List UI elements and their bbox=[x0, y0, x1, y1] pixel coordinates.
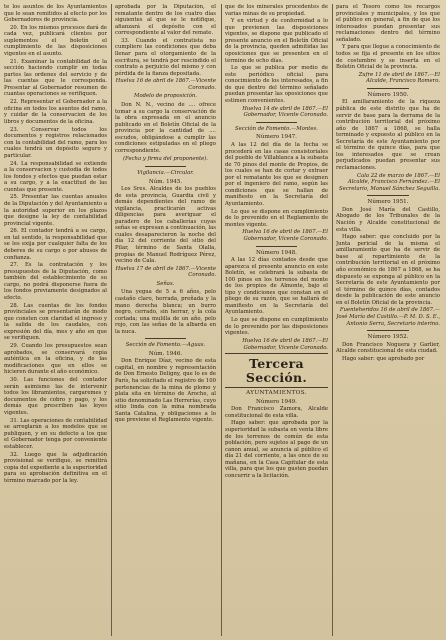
paragraph: Lo que se publica por medio de este periódico oficial para conocimiento de los interesados, a fin de que dentro del término señalado puedan presentar las oposiciones que estimen convenientes. bbox=[225, 65, 328, 105]
paragraph: 23. Conservar todos los documentos y registros relacionados con la contabilidad del ramo, para los cuales tendrá un depósito seguro y particular. bbox=[4, 126, 107, 159]
paragraph: 25. Presentar las cuentas anuales de la Diputación y del Ayuntamiento a la autoridad superior en los plazos que designe la ley de contabilidad provincial vigente. bbox=[4, 194, 107, 227]
signature-line: Huelva 17 de abril de 1867.—Vicente Coronado. bbox=[115, 265, 216, 279]
signature-line: Zufre 11 de abril de 1867.—El Alcalde, Francisco Romero. bbox=[358, 71, 440, 85]
paragraph: 20. En los mismos procesos dará de cada vez, publicará clientes por suplementos el boletín el cumplimiento de las disposiciones vigentes en el asunto. bbox=[4, 24, 107, 58]
paragraph: 30. Las funciones del contador serán asimismo las de intervenir todos los libramientos, cargaremes y documentos de cobro y pago, y los demás que prescriben las leyes vigentes. bbox=[4, 377, 107, 416]
section-title: Tercera Sección. bbox=[245, 356, 308, 386]
divider bbox=[225, 387, 328, 388]
paragraph: Hago saber: que aprobado por bbox=[342, 355, 425, 362]
paragraph: Una yegua de 5 a 6 años, pelo castaño claro, herrada, preñada y la mano derecha blanca; un burro negro, cerrado, sin herrar, y la cola cortada; una mulilla de un año, pelo rojo, con las señas de la albarda en la nuca. bbox=[115, 289, 216, 335]
section-subtitle: Modelo de proposición. bbox=[134, 93, 197, 100]
signature-line: Huelva 16 de abril de 1867.—El Gobernador, Vicente Coronado. bbox=[242, 229, 328, 242]
paragraph: Don José María del Castillo, Abogado de los Tribunales de la Nación y Alcalde constitucional de esta villa. bbox=[336, 206, 440, 233]
paragraph: 32. Luego que la adjudicación provisional se verifique, se remitirá copia del expediente a la superioridad para su aprobación definitiva en el término marcado por la ley. bbox=[4, 451, 107, 484]
paragraph: 24. La responsabilidad se extiende a la conservacion y custodia de todos los fondos y efectos que puedan estar a su cargo, y a la exactitud de las cuentas que presente. bbox=[4, 160, 107, 193]
notice-number: Núm. 1946. bbox=[148, 350, 183, 357]
paragraph: 31. Las operaciones de contabilidad se arreglarán a los modelos que se publiquen, y en su defecto a los que el Gobernador tenga por conveniente establecer. bbox=[4, 417, 107, 450]
notice-number: Número 1950. bbox=[367, 91, 409, 98]
column-rule bbox=[221, 4, 222, 636]
column-2 bbox=[115, 4, 216, 636]
paragraph: Y para que llegue a conocimiento de todos se fija el presente en los sitios de costumbre y se inserta en el Boletín Oficial de la provincia. bbox=[336, 44, 440, 71]
notice-number: Número 1947. bbox=[256, 134, 297, 141]
paragraph: Lo que se dispone en cumplimiento de lo prevenido en el Reglamento de montes vigente. bbox=[225, 208, 328, 228]
divider bbox=[256, 246, 297, 247]
section-heading: Vigilancia.—Circular. bbox=[137, 169, 194, 176]
signature-line: Huelva 14 de abril de 1867.—El Gobernador, Vicente Coronado. bbox=[242, 105, 328, 119]
note: (Fecha y firma del proponente). bbox=[123, 156, 208, 163]
column-3 bbox=[225, 4, 328, 636]
paragraph: Hago saber: que aprobada por la superioridad la subasta en venta libre de los terrenos de común de esta población, pero sujetos al pago de un canon anual, se anuncia al público el día 21 del corriente, a las once de su mañana, en la Casa Capitular de esta villa, para que los que gusten puedan concurrir a la licitación. bbox=[225, 420, 328, 479]
section-heading: Sección de Fomento.—Aguas. bbox=[125, 342, 206, 349]
paragraph: aprobada por la Diputación, el rematante dentro de los cuatro días siguientes al que se le notifique, afianzará el depósito con el correspondiente al valor del remate. bbox=[115, 4, 216, 37]
paragraph: 27. Es la contratación y los presupuestos de la Diputación, como también del establecimiento de su cargo, no podrá disponerse fuera de los fondos previamente designados al efecto. bbox=[4, 262, 107, 302]
paragraph: El amillaramiento de la riqueza pública de este distrito que ha de servir de base para la derrama de la contribución territorial del próximo año de 1867 a 1868, se halla terminado y expuesto al público en la Secretaría de este Ayuntamiento por el término de quince días, para que los interesados que se crean perjudicados puedan presentar sus reclamaciones. bbox=[336, 99, 440, 171]
divider bbox=[145, 338, 185, 339]
section-category: AYUNTAMIENTOS. bbox=[246, 390, 307, 397]
divider bbox=[367, 195, 409, 196]
paragraph: 21. Examinar la contabilidad de la sección haciendo cumplir en todas partes las ordenes del servicio y de las cuentas que le corresponda. Presentar al Gobernador resumen de cuantas operaciones se verifiquen. bbox=[4, 58, 107, 98]
paragraph: 22. Representar el Gobernador a la oficina en todos los asuntos del ramo, y cuidar de la conservacion de los libros y documentos de la oficina. bbox=[4, 99, 107, 125]
notice-number: Núm. 1945. bbox=[148, 178, 183, 185]
signature-line: Fuenteheridos 16 de abril de 1867.—José María del Castillo.—P. M. D. S. E., Antonio Serra, Secretario interino. bbox=[336, 307, 440, 327]
paragraph: Don N. N., vecino de .... ofrece tomar a su cargo la conservación de la obra expresada en el anuncio publicado en el Boletín Oficial de la provincia por la cantidad de .... escudos, obligándose a cumplir las condiciones estipuladas en el pliego correspondiente. bbox=[115, 102, 216, 154]
paragraph: para el Tesoro como los recargos provinciales y municipales, y los que el público en general, a fin de que los interesados puedan presentar sus reclamaciones dentro del término señalado. bbox=[336, 4, 440, 43]
paragraph: Los Sres. Alcaldes de los pueblos de esta provincia, Guardia civil y demás dependientes del ramo de vigilancia, practicarán activas diligencias para averiguar el paradero de los caballerías cuyas señas se expresan a continuación, las cuales desaparecieron la noche del día 12 del corriente del sitio del Pilar, término de Santa Olalla, propias de Manuel Rodríguez Pérez, vecino de Cala. bbox=[115, 186, 216, 265]
paragraph: Don Enrique Díaz, vecino de esta capital, en nombre y representación de Don Ernesto Deligny, que lo es de París, ha solicitado el registro de 100 pertenencias de la mina de plomo y plata sita en término de Aroche, al sitio denominado Las Herrerías, cuyo sitio linda con la mina nombrada Santa Catalina, y obligaciones a lo que previene el Reglamento vigente. bbox=[115, 358, 216, 424]
paragraph: 28. Las cuentas de los fondos provinciales se presentarán de modo que consten con claridad el ingreso y la salida de los caudales, con expresión del día, mes y año en que se verifiquen. bbox=[4, 302, 107, 342]
divider bbox=[225, 353, 328, 354]
notice-number: Número 1949. bbox=[256, 398, 297, 405]
column-4 bbox=[336, 4, 440, 636]
column-1 bbox=[4, 4, 107, 636]
paragraph: 26. El contador tendrá a su cargo, en tal sentido, la responsabilidad que se les exija por cualquier falta de los deberes de su cargo o por abusos de confianza. bbox=[4, 228, 107, 261]
notice-number: Número 1952. bbox=[367, 334, 409, 341]
paragraph: te los asuntos de los Ayuntamientos que le sean remitidos al efecto por los Gobernadores de provincia. bbox=[4, 4, 107, 24]
paragraph: que de los minerales procedentes de varias minas de su propiedad. bbox=[225, 4, 328, 17]
signature-line: Huelva 16 de abril de 1867.—Vicente Coronado. bbox=[115, 78, 216, 91]
section-heading: Sección de Fomento.—Montes. bbox=[235, 125, 318, 132]
divider bbox=[256, 122, 297, 123]
paragraph: Don Francisco Zamora, Alcalde constitucional de esta villa. bbox=[225, 406, 328, 419]
paragraph: A las 12 del día de la fecha se procederá en las casas consistoriales del pueblo de Villablanca a la subasta de 70 pinos del monte de Propios, de los cuales se han de cortar y extraer por el rematante los que se designen por el ingeniero del ramo, según las condiciones que se hallan de manifiesto en la Secretaría del Ayuntamiento. bbox=[225, 141, 328, 207]
column-rule bbox=[332, 4, 333, 636]
divider bbox=[367, 330, 409, 331]
paragraph: A las 12 días contados desde que aparezca el presente anuncio en este Boletín, se celebrará la subasta de 100 pinos en los terrenos del monte de los propios de Almonte, bajo el tipo y condiciones que constan en el pliego de su razón, que se hallará de manifiesto en la Secretaría del Ayuntamiento. bbox=[225, 257, 328, 316]
divider bbox=[367, 88, 409, 89]
paragraph: 33. Cuando el contratista no cumpliere las condiciones que deba llenar para el otorgamiento de la escritura, se tendrá por rescindido el contrato a perjuicio del mismo y con pérdida de la fianza depositada. bbox=[115, 37, 216, 77]
divider bbox=[145, 166, 185, 167]
paragraph: Don Francisco Noguera y Garlier, Alcalde constitucional de esta ciudad. bbox=[336, 341, 440, 355]
signature-line: Cala 22 de marzo de 1867.—El Alcalde, Francisco Fernández.—El Secretario, Manuel Sánchez Seguilla. bbox=[338, 172, 440, 192]
section-subtitle: Señas. bbox=[156, 280, 175, 287]
paragraph: Hago saber: que concluido por la Junta pericial de la misma el amillaramiento que ha de servir de base al repartimiento de la contribución territorial en el próximo año económico de 1867 a 1868, se ha dispuesto se exponga al público en la Secretaría de este Ayuntamiento por el término de quince días, contados desde la publicación de este anuncio en el Boletín Oficial de la provincia. bbox=[336, 234, 440, 306]
notice-number: Número 1951. bbox=[367, 199, 409, 206]
paragraph: Lo que se dispone en cumplimiento de lo prevenido por las disposiciones vigentes. bbox=[225, 317, 328, 337]
paragraph: 29. Cuando los presupuestos sean aprobados, se conservará copia auténtica en la oficina, y de las modificaciones que en ellos se hicieren durante el año económico. bbox=[4, 343, 107, 376]
signature-line: Huelva 16 de abril de 1867.—El Gobernador, Vicente Coronado. bbox=[242, 338, 328, 351]
notice-number: Número 1948. bbox=[256, 249, 297, 256]
column-rule bbox=[111, 4, 112, 636]
paragraph: Y en virtud y de conformidad a lo que previenen las disposiciones vigentes, se dispone que publicado el presente anuncio en el Boletín Oficial de la provincia, queden admitidas las oposiciones que se presenten en el término de ocho días. bbox=[225, 18, 328, 64]
